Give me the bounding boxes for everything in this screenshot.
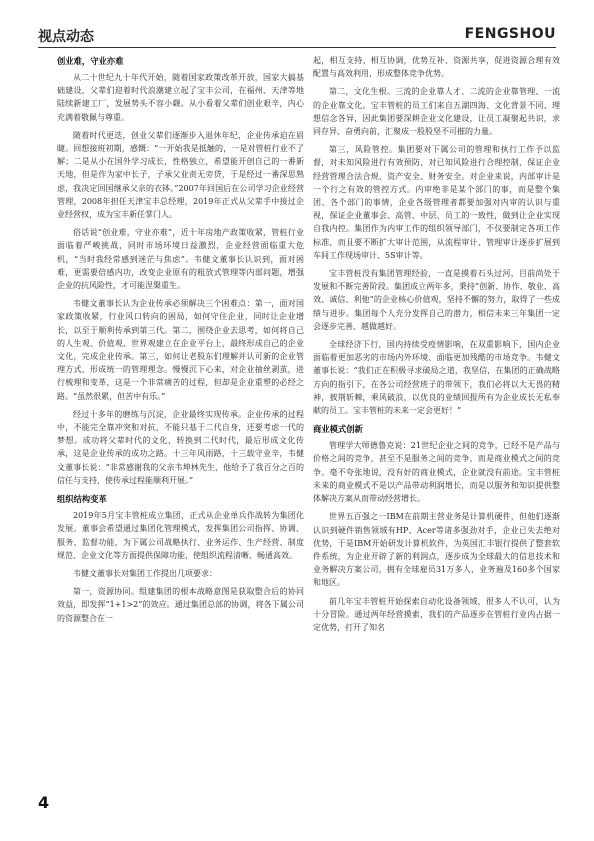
paragraph: 俗话说“创业难，守业亦难”，近十年房地产政策收紧，管桩行业面临着严峻挑战，同时市场环境日益激烈，企业经营面临重大危机，“当时我经常感到迷茫与焦虑”。韦健文董事长认识到，面对困难，更需要倍感内功，改变企业原有的粗放式管理等内部问题，增强企业的抗风险性，才可能涅槃重生。	[57, 228, 304, 291]
paragraph: 韦健文董事长认为企业传承必须解决三个困难点：第一，面对国家政策收紧，行业风口转向的困局，如何守住企业，同时让企业增长，以至于顺利传承到第三代。第二，围绕企业去思考，如何将自己的人生观、价值观、世界观建立在企业平台上，最终形成自己的企业文化，完成企业传承。第三，如何让老股东们理解并认可新的企业管理方式，形成统一的管理理念。慢慢沉下心来，对企业抽丝剥茧，进行梳理和变革，这是一个非常痛苦的过程，但却是企业重塑的必经之路。“虽然很累，但苦中有乐。”	[57, 299, 304, 401]
header-divider	[38, 47, 556, 48]
paragraph: 第三，风险管控。集团要对下属公司的管理和执行工作予以监督，对未知风险进行有效预防、对已知风险进行合理控制，保证企业经营管理合法合规、资产安全、财务安全。对企业来说，内部审计是一个行之有效的管控方式。内审绝非是某个部门的事，而是整个集团、各个部门的事情，企业各级管理者都要加强对内审的认识与重视，保证企业董事会、高管、中层、员工的一致性，做到让企业实现自我内控。集团作为内审工作的组织领导部门，不仅要制定各项工作标准，而且要不断扩大审计范围，从流程审计、管理审计逐步扩展到车间工作现场审计、5S审计等。	[313, 145, 560, 260]
right-column	[313, 54, 560, 814]
paragraph: 第一，资源协同。组建集团的根本战略意图是获取整合后的协同效益，即发挥“1+1>2”的效应。通过集团总部的协调，将各下属公司的资源整合在一	[57, 587, 304, 623]
paragraph: 全球经济下行，国内持续受疫情影响，在双重影响下，国内企业面临着更加恶劣的市场内外环境、面临更加残酷的市场竞争。韦健文董事长说：“我们正在积极寻求破局之道，我坚信，在集团的正确战略方向的指引下，在各公司经营班子的带领下，我们必将以大无畏的精神，披荆斩棘，乘风破浪，以优良的业绩回报所有为企业成长无私奉献的员工。宝丰管桩的未来一定会更好！”	[313, 340, 560, 416]
paragraph: 起，相互支持、相互协调，优势互补、资源共享，促进资源合理有效配置与高效利用，形成整体竞争优势。	[313, 56, 560, 79]
paragraph: 前几年宝丰管桩开始探索自动化设备领域，很多人不认可，认为十分冒险。通过两年经营摸索，我们的产品逐步在管桩行业内占据一定优势，打开了知名	[313, 596, 560, 632]
paragraph: 管理学大师德鲁克说：21世纪企业之间的竞争，已经不是产品与价格之间的竞争，甚至不是服务之间的竞争，而是商业模式之间的竞争。毫不夸张地说，没有好的商业模式，企业就没有前途。宝丰管桩未来的商业模式不是以产品带动利润增长，而是以服务和知识提供整体解决方案从而带动经营增长。	[313, 441, 560, 504]
section-title-org-reform: 组织结构变革	[57, 494, 107, 505]
paragraph: 世界五百强之一IBM在前期主营业务是计算机硬件，但他们逐渐认识到硬件销售领域有HP、Acer等诸多强劲对手，企业已失去绝对优势，于是IBM开始研发计算机软件，为英国汇丰银行提供了整套软件系统，为企业开辟了新的利润点，逐步成为全球最大的信息技术和业务解决方案公司，拥有全球雇员31万多人，业务遍及160多个国家和地区。	[313, 512, 560, 588]
page-header	[38, 26, 556, 48]
paragraph: 第二，文化生根。三流的企业靠人才、二流的企业靠管理、一流的企业靠文化。宝丰管桩的员工们来自五湖四海、文化背景不同、理想信念各异，因此集团要深耕企业文化建设，让员工凝聚起共识，求同存异、奋勇向前，汇聚成一股股坚不可摧的力量。	[313, 87, 560, 137]
brand-name: FENGSHOU	[464, 26, 556, 42]
paragraph: 2019年5月宝丰管桩成立集团，正式从企业单兵作战转为集团化发展。董事会希望通过集团化管理模式，发挥集团公司指挥、协调、服务、监督功能，为下属公司战略执行、业务运作、生产经营、制度规范、企业文化等方面提供保障功能，使组织流程清晰、畅通高效。	[57, 511, 304, 560]
paragraph: 韦健文董事长对集团工作提出几项要求：	[73, 568, 217, 578]
section-title-business-model: 商业模式创新	[313, 424, 363, 435]
section-label: 视点动态	[38, 29, 94, 45]
paragraph: 宝丰管桩没有集团管理经验，一直是摸着石头过河，目前尚处于发展和不断完善阶段。集团成立两年多，秉持“创新、协作、敬业、高效、诚信、利他”的企业核心价值观，坚持不懈的努力，取得了一些成绩与进步。集团每个人充分发挥自己的潜力，相信未来三年集团一定会逐步完善、越做越好。	[313, 269, 560, 331]
section-title-inheritance: 创业难，守业亦难	[57, 56, 124, 66]
paragraph: 从二十世纪九十年代开始，随着国家政策改革开放，国家大搞基础建设，父辈们迎着时代浪潮建立起了宝丰公司，在福州、天津等地陆续新建工厂，发展势头不容小觑。从小看着父辈们创业艰辛，内心充满着敬佩与尊重。	[57, 73, 304, 122]
left-column	[57, 54, 304, 814]
page-number: 4	[38, 793, 50, 812]
paragraph: 经过十多年的磨练与沉淀，企业最终实现传承。企业传承的过程中，不能完全靠冲突和对抗，不能只基于二代自身，还要考虑一代的梦想。成功将父辈时代的文化，转换到二代时代，最后形成文化传承，这是企业传承的成功之路。十三年风雨路，十三载守业辛，韦健文董事长说：“非常感谢我的父亲韦坤林先生，他给予了我百分之百的信任与支持，使传承过程能顺利开展。”	[57, 409, 304, 485]
paragraph: 随着时代更迭，创业父辈们逐渐步入退休年纪，企业传承迫在眉睫。回想接班初期，感慨：“一开始我是抵触的，一是对管桩行业不了解；二是从小在国外学习成长，性格独立，希望能开创自己的一番新天地，但是作为家中长子，子承父业责无旁贷，于是经过一番深思熟虑，我决定回国继承父亲的衣钵。”2007年回国后在公司学习企业经营管理，2008年担任天津宝丰总经理，2019年正式从父辈手中接过企业经营权，成为宝丰新任掌门人。	[57, 130, 304, 220]
